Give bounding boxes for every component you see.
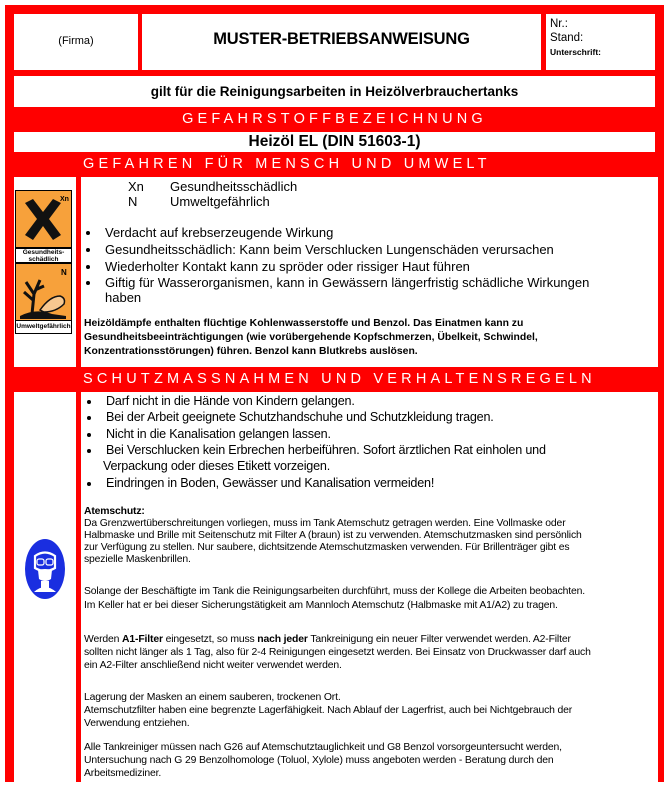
filter-text-emphasis: A1-Filter <box>122 634 163 645</box>
respiratory-text: zur Verfügung zu stellen. Nur saubere, dichtsitzende Atemschutzmasken verwenden. Für Brillenträger gibt es <box>84 542 570 553</box>
respirator-mandatory-icon <box>24 538 66 600</box>
substance-row <box>14 132 655 152</box>
signature-label: Unterschrift: <box>550 47 602 57</box>
storage-text: Atemschutzfilter haben eine begrenzte Lagerfähigkeit. Nach Ablauf der Lagerfrist, auch bei Nichtgebrauch der <box>84 705 573 716</box>
document-title: MUSTER-BETRIEBSANWEISUNG <box>213 30 470 48</box>
respiratory-text: Da Grenzwertüberschreitungen vorliegen, muss im Tank Atemschutz getragen werden. Eine Vollmaske oder <box>84 518 566 529</box>
medical-text: Alle Tankreiniger müssen nach G26 auf Atemschutztauglichkeit und G8 Benzol vorsorgeuntersucht werden, <box>84 742 562 753</box>
bullet-icon <box>86 231 90 235</box>
hazard-bullet-continuation: haben <box>105 290 142 305</box>
medical-text: Arbeitsmediziner. <box>84 768 162 779</box>
bullet-icon <box>87 400 91 404</box>
bullet-icon <box>87 433 91 437</box>
filter-text <box>84 634 571 646</box>
bullet-icon <box>86 281 90 285</box>
meta-cell <box>546 14 655 70</box>
hazard-bullet: Wiederholter Kontakt kann zu spröder oder rissiger Haut führen <box>105 259 470 274</box>
svg-text:N: N <box>61 268 67 277</box>
hazard-code-xn: Xn <box>128 179 144 194</box>
xn-code-mark: Xn <box>60 196 69 203</box>
hazard-note-line: Gesundheitsbeeinträchtigungen (wie vorübergehende Kopfschmerzen, Übelkeit, Schwindel, <box>84 332 538 343</box>
protection-bullet: Bei Verschlucken kein Erbrechen herbeiführen. Sofort ärztlichen Rat einholen und <box>106 443 546 457</box>
n-pictogram-label <box>15 320 72 334</box>
supervision-text: Im Keller hat er bei dieser Sicherungstätigkeit am Mannloch Atemschutz (Halbmaske mit A1/A2) zu tragen. <box>84 600 558 611</box>
filter-text-part: Werden <box>84 634 123 645</box>
company-placeholder: (Firma) <box>58 35 94 47</box>
bullet-icon <box>87 449 91 453</box>
protection-band-title: SCHUTZMASSNAHMEN UND VERHALTENSREGELN <box>83 371 596 387</box>
filter-text-part: Tankreinigung ein neuer Filter verwendet werden. A2-Filter <box>307 634 571 645</box>
respiratory-heading: Atemschutz: <box>84 506 145 517</box>
hazard-label-xn: Gesundheitsschädlich <box>170 179 298 194</box>
storage-text: Verwendung entziehen. <box>84 718 190 729</box>
substance-band-title: GEFAHRSTOFFBEZEICHNUNG <box>182 111 487 127</box>
filter-text-part: eingesetzt, so muss <box>162 634 258 645</box>
protection-bullet-continuation: Verpackung oder dieses Etikett vorzeigen. <box>103 459 331 473</box>
protection-bullet: Bei der Arbeit geeignete Schutzhandschuhe und Schutzkleidung tragen. <box>106 410 494 424</box>
scope-text: gilt für die Reinigungsarbeiten in Heizölverbrauchertanks <box>150 84 519 99</box>
hazard-bullet: Verdacht auf krebserzeugende Wirkung <box>105 225 334 240</box>
filter-text: ein A2-Filter anschließend nicht weiter verwendet werden. <box>84 660 342 671</box>
xn-pictogram-label <box>15 248 72 263</box>
respiratory-text: spezielle Maskenbrillen. <box>84 554 191 565</box>
stand-label: Stand: <box>550 32 584 44</box>
supervision-text: Solange der Beschäftigte im Tank die Reinigungsarbeiten durchführt, muss der Kollege die Arbeiten beobachten. <box>84 586 586 597</box>
medical-text: Untersuchung nach G 29 Benzolhomologe (Toluol, Xylole) muss angeboten werden - Beratung durch den <box>84 755 554 766</box>
scope-row <box>14 76 655 107</box>
storage-text: Lagerung der Masken an einem sauberen, trockenen Ort. <box>84 692 341 703</box>
bullet-icon <box>86 248 90 252</box>
company-cell <box>14 14 138 70</box>
xn-label-line-2: schädlich <box>28 255 59 263</box>
bullet-icon <box>86 265 90 269</box>
bullet-icon <box>87 482 91 486</box>
hazard-bullet: Giftig für Wasserorganismen, kann in Gewässern längerfristig schädliche Wirkungen <box>105 275 590 290</box>
title-cell <box>142 14 541 70</box>
protection-bullet: Nicht in die Kanalisation gelangen lassen. <box>106 427 331 441</box>
hazard-note-line: Konzentrationsstörungen) führen. Benzol kann Blutkrebs auslösen. <box>84 346 418 357</box>
hazards-band-title: GEFAHREN FÜR MENSCH UND UMWELT <box>83 156 491 172</box>
nr-label: Nr.: <box>550 18 568 30</box>
n-label-line-1: Umweltgefährlich <box>16 323 71 330</box>
bullet-icon <box>87 416 91 420</box>
hazard-note-line: Heizöldämpfe enthalten flüchtige Kohlenwasserstoffe und Benzol. Das Einatmen kann zu <box>84 318 524 329</box>
hazard-bullet: Gesundheitsschädlich: Kann beim Verschlucken Lungenschäden verursachen <box>105 242 554 257</box>
protection-bullet: Darf nicht in die Hände von Kindern gelangen. <box>106 394 355 408</box>
protection-bullet: Eindringen in Boden, Gewässer und Kanalisation vermeiden! <box>106 476 435 490</box>
filter-text-emphasis: nach jeder <box>257 634 308 645</box>
substance-name: Heizöl EL (DIN 51603-1) <box>248 133 421 150</box>
hazard-code-n: N <box>128 194 138 209</box>
environment-hazard-icon <box>15 263 72 321</box>
xn-label-line-1: Gesundheits- <box>22 249 65 256</box>
harmful-x-icon <box>15 190 72 248</box>
respiratory-text: Halbmaske und Brille mit Seitenschutz mit Filter A (braun) ist zu verwenden. Atemschutzmasken sind persönlich <box>84 530 582 541</box>
filter-text: sollten nicht länger als 1 Tag, also für 2-4 Reinigungen eingesetzt werden. Bei Einsatz von Druckwasser darf auch <box>84 647 591 658</box>
hazard-label-n: Umweltgefährlich <box>170 194 270 209</box>
